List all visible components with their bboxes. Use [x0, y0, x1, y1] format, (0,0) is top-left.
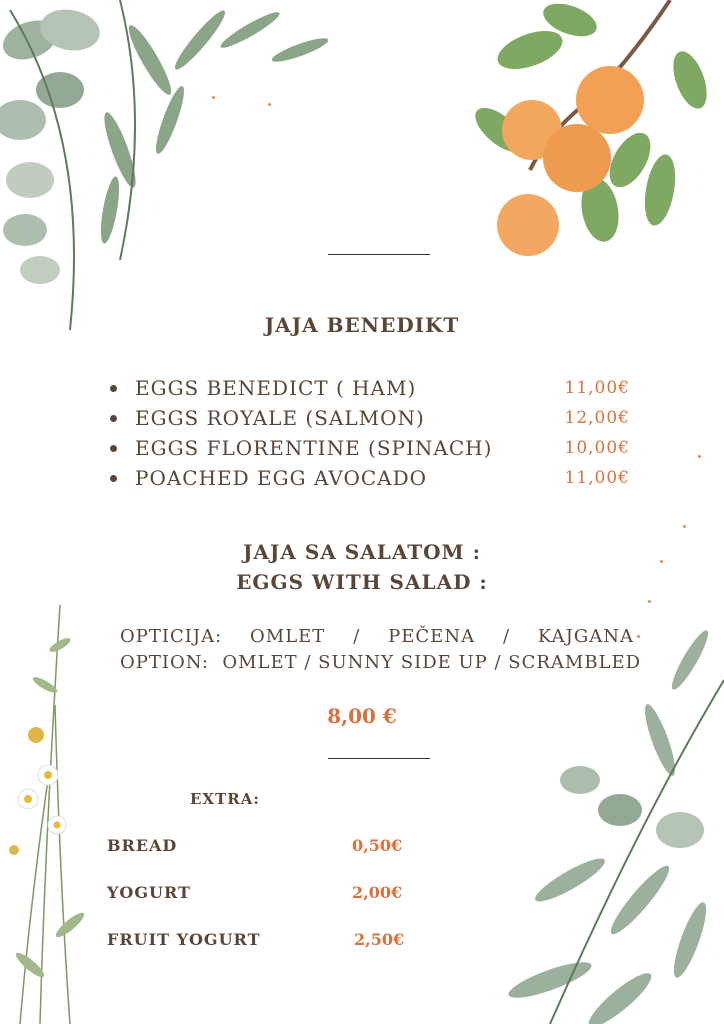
option-word: KAJGANA [537, 626, 634, 647]
section-title-eggs-with-salad: EGGS WITH SALAD : [236, 570, 488, 594]
salad-price: 8,00 € [327, 704, 397, 728]
extras-label: EXTRA: [190, 790, 260, 808]
divider-line [328, 254, 430, 255]
menu-item-price: 11,00€ [564, 378, 630, 398]
benedict-list [110, 373, 650, 493]
menu-item [110, 373, 650, 403]
extra-item [107, 883, 427, 907]
decorative-dot [637, 635, 640, 638]
extra-item [107, 836, 427, 860]
bullet-icon [110, 385, 117, 392]
decorative-dot [683, 525, 686, 528]
menu-item-price: 11,00€ [564, 468, 630, 488]
eucalyptus-leaves-icon [0, 0, 340, 340]
menu-item-price: 10,00€ [564, 438, 630, 458]
menu-item-price: 12,00€ [564, 408, 630, 428]
option-word: / [353, 626, 361, 647]
green-leaves-icon [490, 620, 724, 1024]
menu-item [110, 463, 650, 493]
bullet-icon [110, 415, 117, 422]
decorative-dot [698, 455, 701, 458]
extra-item-name: FRUIT YOGURT [107, 930, 261, 949]
extra-item-price: 2,00€ [352, 883, 403, 902]
menu-item-name: EGGS ROYALE (SALMON) [135, 406, 425, 430]
extra-item-price: 2,50€ [354, 930, 405, 949]
menu-item [110, 403, 650, 433]
divider-line [328, 758, 430, 759]
menu-item [110, 433, 650, 463]
apricot-branch-icon [470, 0, 724, 262]
section-title-jaja-benedikt: JAJA BENEDIKT [264, 313, 460, 337]
decorative-dot [648, 600, 651, 603]
extra-item-name: YOGURT [107, 883, 191, 902]
extra-item-name: BREAD [107, 836, 178, 855]
option-word: OMLET [250, 626, 326, 647]
decorative-dot [212, 96, 215, 99]
option-word: / [502, 626, 511, 647]
extra-item-price: 0,50€ [352, 836, 403, 855]
options-english: OPTION: OMLET / SUNNY SIDE UP / SCRAMBLED [120, 652, 642, 673]
decorative-dot [268, 103, 271, 106]
wildflowers-icon [0, 585, 140, 1024]
menu-item-name: EGGS FLORENTINE (SPINACH) [135, 436, 493, 460]
bullet-icon [110, 475, 117, 482]
extra-item [107, 930, 427, 954]
menu-item-name: POACHED EGG AVOCADO [135, 466, 428, 490]
option-word: PEČENA [388, 626, 476, 647]
options-croatian [120, 626, 634, 647]
menu-item-name: EGGS BENEDICT ( HAM) [135, 376, 417, 400]
section-title-jaja-sa-salatom: JAJA SA SALATOM : [242, 540, 482, 564]
bullet-icon [110, 445, 117, 452]
option-word: OPTICIJA: [120, 626, 223, 647]
